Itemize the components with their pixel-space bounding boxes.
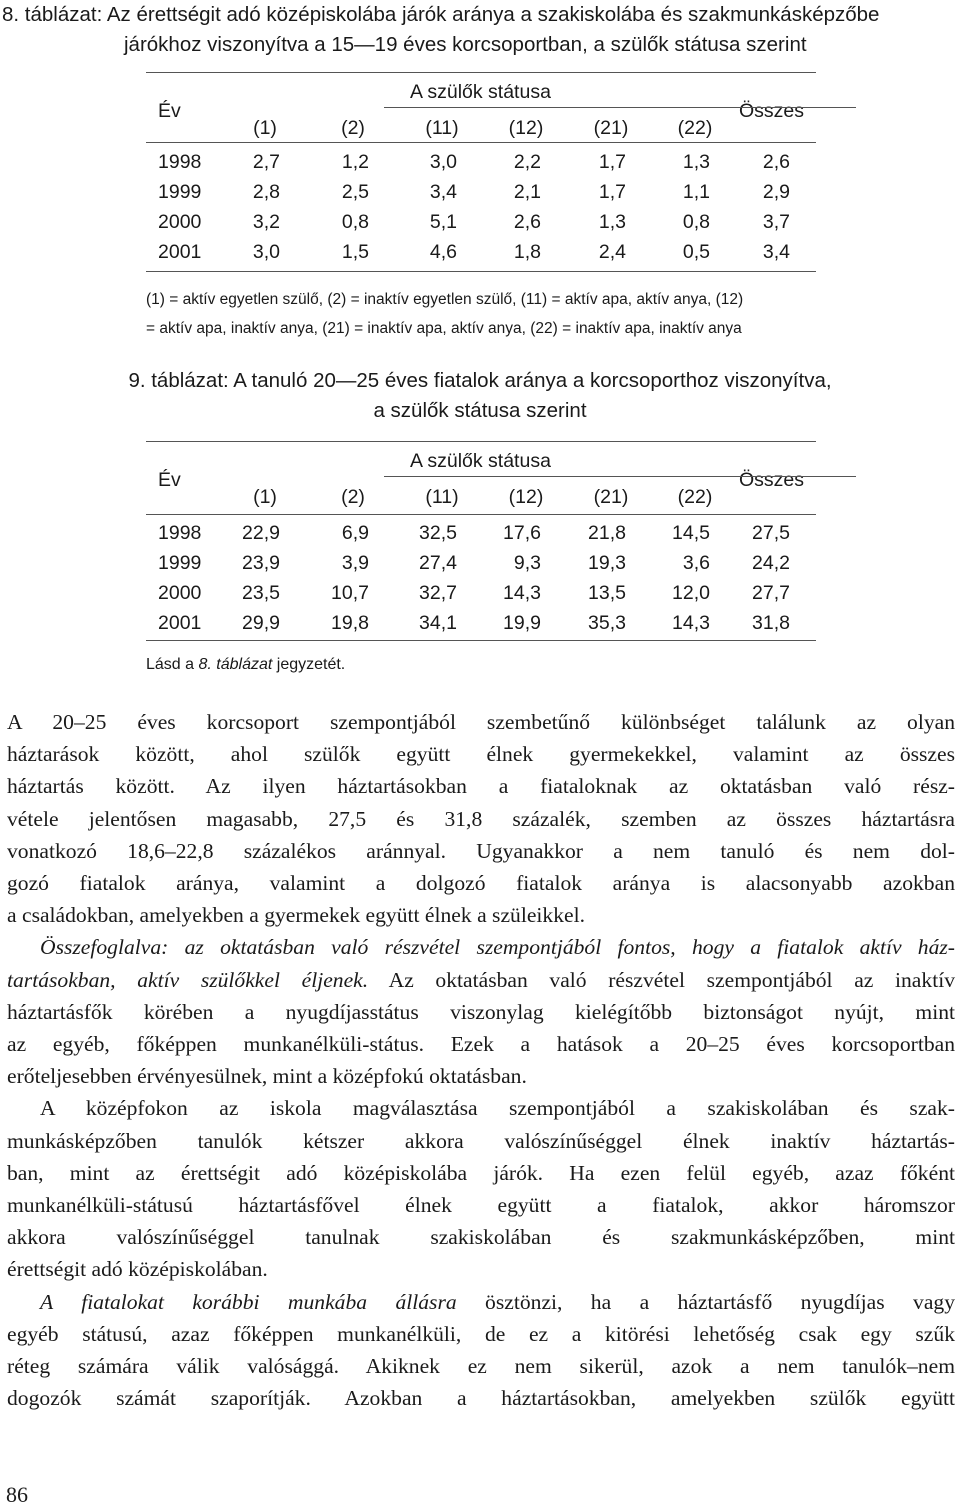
table8-note-line2: = aktív apa, inaktív anya, (21) = inaktív apa, aktív anya, (22) = inaktív apa, inaktív anya [146, 320, 742, 337]
text-line: a családokban, amelyekben a gyermekek együtt élnek a szüleikkel. [7, 903, 585, 928]
table-cell: 0,5 [682, 241, 710, 263]
row-total: 27,5 [752, 522, 790, 544]
row-total: 24,2 [752, 552, 790, 574]
table-cell: 0,8 [682, 211, 710, 233]
table8-header-rule [146, 142, 816, 143]
table8 [146, 72, 816, 272]
table-cell: 3,0 [429, 151, 457, 173]
table-cell: 2,7 [252, 151, 280, 173]
table-cell: 0,8 [341, 211, 369, 233]
table-cell: 3,2 [252, 211, 280, 233]
text-line: munkanélküli-státusú háztartásfővel élnek együtt a fiatalok, akkor háromszor [7, 1193, 955, 1218]
table9-caption-line1: 9. táblázat: A tanuló 20—25 éves fiatalok aránya a korcsoporthoz viszonyítva, [128, 369, 832, 392]
table8-header-year: Év [158, 100, 181, 122]
text-line: vonatkozó 18,6–22,8 százalékos aránnyal. Ugyanakkor a nem tanuló és nem dol- [7, 838, 955, 863]
text-line: az egyéb, főképpen munkanélküli-státus. Ezek a hatások a 20–25 éves korcsoportban [7, 1032, 955, 1057]
column-code: (12) [508, 486, 544, 508]
table-cell: 14,3 [672, 612, 710, 634]
column-code: (2) [341, 117, 365, 139]
table-cell: 6,9 [341, 522, 369, 544]
column-code: (12) [508, 117, 544, 139]
table-cell: 1,5 [341, 241, 369, 263]
text-line: vétele jelentősen magasabb, 27,5 és 31,8 százalék, szemben az összes háztartásra [7, 806, 955, 831]
column-code: (22) [677, 486, 713, 508]
table9-bottom-rule [146, 640, 816, 641]
row-total: 27,7 [752, 582, 790, 604]
text-line: munkásképzőben tanulók kétszer akkora valószínűséggel élnek inaktív háztartás- [7, 1128, 955, 1153]
table-cell: 23,9 [242, 552, 280, 574]
text-line: A középfokon az iskola magválasztása szempontjából a szakiskolában és szak- [40, 1096, 955, 1121]
table-cell: 10,7 [331, 582, 369, 604]
text-run: Az oktatásban való részvétel szempontjából az inaktív [368, 967, 955, 992]
table8-bottom-rule [146, 271, 816, 272]
table-cell: 19,9 [503, 612, 541, 634]
column-code: (2) [341, 486, 365, 508]
text-line: dogozók számát szaporítják. Azokban a háztartásokban, amelyekben szülők együtt [7, 1386, 955, 1411]
table-cell: 27,4 [419, 552, 457, 574]
table-cell: 3,0 [252, 241, 280, 263]
text-line: akkora valószínűséggel tanulnak szakiskolában és szakmunkásképzőben, mint [7, 1225, 955, 1250]
summary-italic: Összefoglalva: az oktatásban való részvétel szempontjából fontos, hogy a fiatalok aktív ház- [40, 935, 955, 960]
table9-header-total: Összes [739, 469, 805, 491]
column-code: (1) [253, 486, 277, 508]
table-cell: 23,5 [242, 582, 280, 604]
table-cell: 14,5 [672, 522, 710, 544]
table-cell: 32,5 [419, 522, 457, 544]
column-code: (21) [593, 486, 629, 508]
text-line: egyéb státusú, azaz főképpen munkanélküli, de ez a kitörési lehetőség csak egy szűk [7, 1321, 955, 1346]
column-code: (1) [253, 117, 277, 139]
table-cell: 1,1 [682, 181, 710, 203]
table9-header-rule [146, 514, 816, 515]
text-line: réteg számára válik valósággá. Akiknek ez nem sikerül, azok a nem tanulók–nem [7, 1354, 955, 1379]
row-year: 2001 [158, 612, 202, 634]
table8-note-line1: (1) = aktív egyetlen szülő, (2) = inaktív egyetlen szülő, (11) = aktív apa, aktív anya, (12) [146, 291, 744, 308]
table-cell: 1,3 [598, 211, 626, 233]
body-text [7, 706, 955, 1414]
table9-note-ref: 8. táblázat [198, 656, 273, 673]
table-cell: 32,7 [419, 582, 457, 604]
table-cell: 1,7 [598, 181, 626, 203]
table-cell: 9,3 [513, 552, 541, 574]
table8-caption [0, 0, 960, 60]
table9-group-rule [384, 476, 856, 477]
table9-caption [0, 366, 960, 426]
table-cell: 22,9 [242, 522, 280, 544]
row-total: 31,8 [752, 612, 790, 634]
table-cell: 3,4 [429, 181, 457, 203]
table8-caption-line1: 8. táblázat: Az érettségit adó középiskolába járók aránya a szakiskolába és szakmunkásképzőbe [2, 3, 880, 26]
table-cell: 19,8 [331, 612, 369, 634]
text-line: háztartásfők körében a nyugdíjasstátus viszonylag kielégítőbb biztonságot nyújt, mint [7, 999, 955, 1024]
table9-note [146, 653, 345, 677]
table-cell: 1,2 [341, 151, 369, 173]
table8-header-total: Összes [739, 100, 805, 122]
row-total: 3,7 [762, 211, 790, 233]
paragraph-4 [7, 1286, 955, 1415]
table-cell: 2,2 [513, 151, 541, 173]
table-cell: 29,9 [242, 612, 280, 634]
row-year: 1998 [158, 151, 202, 173]
table-cell: 4,6 [429, 241, 457, 263]
table-cell: 35,3 [588, 612, 626, 634]
column-code: (11) [425, 486, 459, 508]
text-line: háztarások között, ahol szülők együtt élnek gyermekekkel, valamint az összes [7, 742, 955, 767]
text-line [7, 964, 955, 996]
table8-caption-line2: járókhoz viszonyítva a 15—19 éves korcsoportban, a szülők státusa szerint [124, 33, 807, 56]
summary-italic-end: tartásokban, aktív szülőkkel éljenek. [7, 967, 369, 992]
table-cell: 1,8 [513, 241, 541, 263]
column-code: (22) [677, 117, 713, 139]
table-cell: 12,0 [672, 582, 710, 604]
row-year: 2000 [158, 211, 202, 233]
text-line: erőteljesebben érvényesülnek, mint a középfokú oktatásban. [7, 1064, 527, 1089]
table-cell: 5,1 [429, 211, 457, 233]
text-line: A 20–25 éves korcsoport szempontjából szembetűnő különbséget találunk az olyan [7, 710, 955, 734]
paragraph-3 [7, 1092, 955, 1285]
table9-caption-line2: a szülők státusa szerint [373, 399, 587, 422]
text-line [7, 1286, 955, 1318]
table-cell: 1,3 [682, 151, 710, 173]
lead-italic: A fiatalokat korábbi munkába állásra [40, 1289, 457, 1314]
paragraph-1 [7, 706, 955, 931]
table-cell: 1,7 [598, 151, 626, 173]
table8-header-group: A szülők státusa [410, 81, 551, 103]
table-cell: 2,5 [341, 181, 369, 203]
text-line [7, 931, 955, 963]
table-cell: 17,6 [503, 522, 541, 544]
table-cell: 2,4 [598, 241, 626, 263]
table9-header-year: Év [158, 469, 181, 491]
row-year: 2001 [158, 241, 202, 263]
table9-note-post: jegyzetét. [272, 656, 346, 673]
row-total: 2,9 [762, 181, 790, 203]
text-line: érettségit adó középiskolában. [7, 1257, 268, 1282]
table-cell: 2,8 [252, 181, 280, 203]
table-cell: 21,8 [588, 522, 626, 544]
table-cell: 34,1 [419, 612, 457, 634]
column-code: (21) [593, 117, 629, 139]
text-line: háztartás között. Az ilyen háztartásokban a fiataloknak az oktatásban való rész- [7, 774, 955, 799]
row-total: 3,4 [762, 241, 790, 263]
row-total: 2,6 [762, 151, 790, 173]
table9-note-pre: Lásd a [146, 656, 199, 673]
table9-top-rule [146, 441, 816, 442]
text-line: gozó fiatalok aránya, valamint a dolgozó fiatalok aránya is alacsonyabb azokban [7, 871, 955, 896]
table-cell: 13,5 [588, 582, 626, 604]
table8-note [146, 285, 822, 343]
row-year: 1998 [158, 522, 202, 544]
page-number: 86 [6, 1482, 28, 1507]
table-cell: 2,1 [513, 181, 541, 203]
table-cell: 19,3 [588, 552, 626, 574]
column-code: (11) [425, 117, 459, 139]
table-cell: 2,6 [513, 211, 541, 233]
table-cell: 14,3 [503, 582, 541, 604]
text-run: ösztönzi, ha a háztartásfő nyugdíjas vagy [456, 1289, 955, 1314]
table8-group-rule [384, 107, 856, 108]
table9 [146, 441, 816, 641]
table-cell: 3,9 [341, 552, 369, 574]
table-cell: 3,6 [682, 552, 710, 574]
row-year: 2000 [158, 582, 202, 604]
table8-top-rule [146, 72, 816, 73]
text-line: ban, mint az érettségit adó középiskolába járók. Ha ezen felül egyéb, azaz főként [7, 1160, 955, 1185]
table9-header-group: A szülők státusa [410, 450, 551, 472]
row-year: 1999 [158, 181, 202, 203]
row-year: 1999 [158, 552, 202, 574]
paragraph-2 [7, 931, 955, 1092]
